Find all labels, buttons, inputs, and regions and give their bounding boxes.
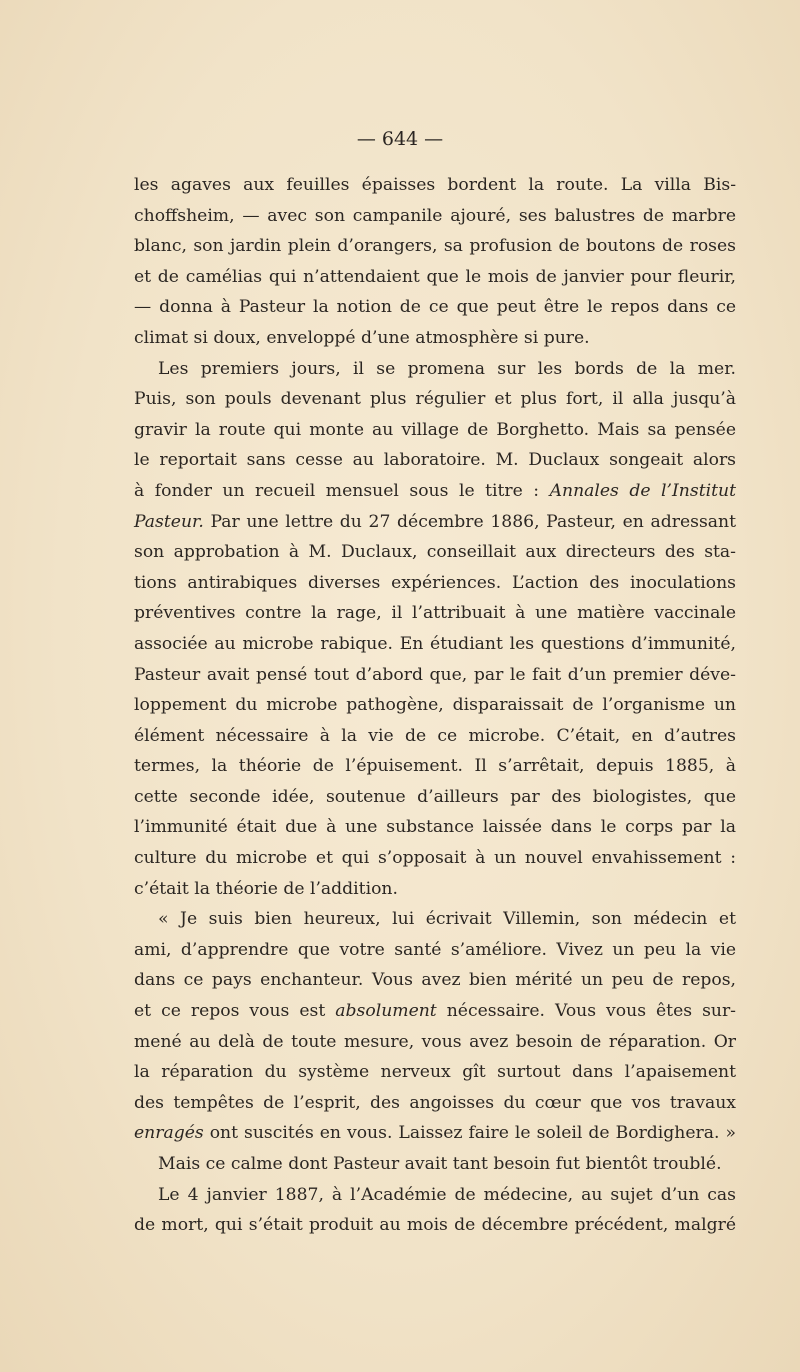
text-line xyxy=(134,1149,736,1180)
text-fragment: la réparation du système nerveux gît surtout dans l’apaisement xyxy=(134,1062,736,1083)
text-line xyxy=(134,996,736,1027)
text-line xyxy=(134,935,736,966)
text-fragment: préventives contre la rage, il l’attribuait à une matière vaccinale xyxy=(134,603,736,624)
text-line xyxy=(134,660,736,691)
text-line xyxy=(134,690,736,721)
text-fragment: blanc, son jardin plein d’orangers, sa profusion de boutons de roses xyxy=(134,236,736,257)
text-fragment: à fonder un recueil mensuel sous le titre : xyxy=(134,480,550,501)
text-fragment: culture du microbe et qui s’opposait à un nouvel envahissement : xyxy=(134,848,736,869)
italic-text: Pasteur. xyxy=(134,511,204,532)
text-line xyxy=(134,262,736,293)
text-line xyxy=(134,354,736,385)
text-line xyxy=(134,323,736,354)
text-fragment: climat si doux, enveloppé d’une atmosphère si pure. xyxy=(134,327,590,348)
text-line xyxy=(134,231,736,262)
text-fragment: Le 4 janvier 1887, à l’Académie de médecine, au sujet d’un cas xyxy=(158,1184,736,1205)
text-line xyxy=(134,1088,736,1119)
text-line xyxy=(134,201,736,232)
text-fragment: ont suscités en vous. Laissez faire le soleil de Bordighera. » xyxy=(203,1123,736,1144)
text-line xyxy=(134,537,736,568)
text-fragment: Mais ce calme dont Pasteur avait tant besoin fut bientôt troublé. xyxy=(158,1154,722,1174)
text-fragment: cette seconde idée, soutenue d’ailleurs par des biologistes, que xyxy=(134,786,736,807)
text-fragment: gravir la route qui monte au village de Borghetto. Mais sa pensée xyxy=(134,419,736,440)
text-fragment: et de camélias qui n’attendaient que le mois de janvier pour fleurir, xyxy=(134,266,736,287)
text-fragment: et ce repos vous est xyxy=(134,1001,336,1022)
italic-text: enragés xyxy=(134,1123,204,1144)
text-fragment: dans ce pays enchanteur. Vous avez bien mérité un peu de repos, xyxy=(134,970,736,991)
text-line xyxy=(134,170,736,201)
text-fragment: Les premiers jours, il se promena sur les bords de la mer. xyxy=(158,358,736,379)
text-fragment: « Je suis bien heureux, lui écrivait Villemin, son médecin et xyxy=(158,909,736,930)
text-fragment: nécessaire. Vous vous êtes sur- xyxy=(436,1001,736,1022)
text-line xyxy=(134,415,736,446)
text-fragment: des tempêtes de l’esprit, des angoisses du cœur que vos travaux xyxy=(134,1092,736,1113)
italic-text: absolument xyxy=(335,1001,437,1022)
text-fragment: les agaves aux feuilles épaisses bordent la route. La villa Bis- xyxy=(134,175,736,195)
text-fragment: de mort, qui s’était produit au mois de décembre précédent, malgré xyxy=(134,1215,736,1236)
text-line xyxy=(134,568,736,599)
text-fragment: — donna à Pasteur la notion de ce que peut être le repos dans ce xyxy=(134,297,736,318)
body-text xyxy=(134,170,736,1241)
text-line xyxy=(134,874,736,905)
text-line xyxy=(134,384,736,415)
text-line xyxy=(134,507,736,538)
text-fragment: termes, la théorie de l’épuisement. Il s’arrêtait, depuis 1885, à xyxy=(134,756,736,777)
text-line xyxy=(134,476,736,507)
text-line xyxy=(134,1118,736,1149)
italic-text: Annales de l’Institut xyxy=(549,480,736,501)
text-line xyxy=(134,721,736,752)
text-line xyxy=(134,904,736,935)
text-fragment: le reportait sans cesse au laboratoire. M. Duclaux songeait alors xyxy=(134,450,736,471)
text-line xyxy=(134,1057,736,1088)
text-line xyxy=(134,292,736,323)
text-line xyxy=(134,751,736,782)
text-fragment: Pasteur avait pensé tout d’abord que, par le fait d’un premier déve- xyxy=(134,664,736,685)
text-line xyxy=(134,965,736,996)
text-line xyxy=(134,598,736,629)
text-fragment: c’était la théorie de l’addition. xyxy=(134,878,398,899)
text-fragment: mené au delà de toute mesure, vous avez besoin de réparation. Or xyxy=(134,1031,736,1052)
text-fragment: élément nécessaire à la vie de ce microbe. C’était, en d’autres xyxy=(134,725,736,746)
text-line xyxy=(134,445,736,476)
text-line xyxy=(134,1210,736,1241)
text-line xyxy=(134,782,736,813)
page-number: — 644 — xyxy=(356,128,444,150)
text-line xyxy=(134,1027,736,1058)
text-fragment: choffsheim, — avec son campanile ajouré, ses balustres de marbre xyxy=(134,205,736,226)
text-fragment: Par une lettre du 27 décembre 1886, Pasteur, en adressant xyxy=(203,511,736,532)
text-fragment: ami, d’apprendre que votre santé s’améliore. Vivez un peu la vie xyxy=(134,939,736,960)
text-fragment: son approbation à M. Duclaux, conseillait aux directeurs des sta- xyxy=(134,542,736,563)
text-line xyxy=(134,1180,736,1211)
text-line xyxy=(134,629,736,660)
text-fragment: tions antirabiques diverses expériences. L’action des inoculations xyxy=(134,572,736,593)
text-line xyxy=(134,812,736,843)
text-fragment: l’immunité était due à une substance laissée dans le corps par la xyxy=(134,817,736,838)
text-fragment: loppement du microbe pathogène, disparaissait de l’organisme un xyxy=(134,695,736,716)
text-line xyxy=(134,843,736,874)
text-fragment: associée au microbe rabique. En étudiant les questions d’immunité, xyxy=(134,633,736,654)
text-fragment: Puis, son pouls devenant plus régulier et plus fort, il alla jusqu’à xyxy=(134,389,736,410)
